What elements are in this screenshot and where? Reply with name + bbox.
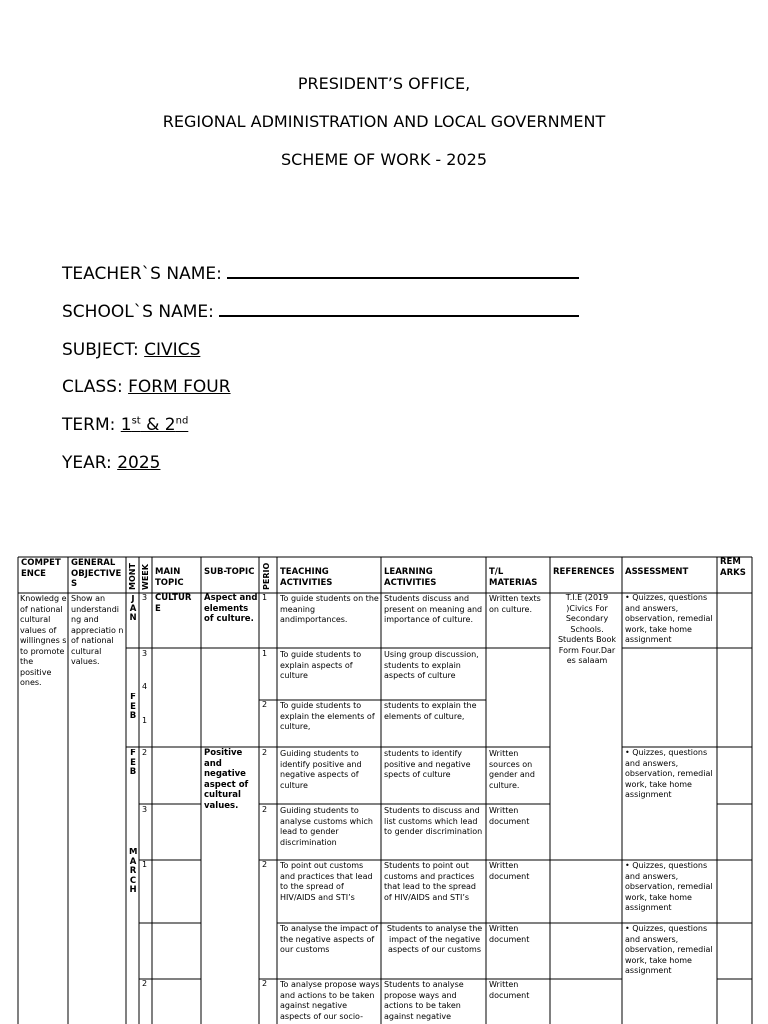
- class-value: FORM FOUR: [128, 377, 231, 397]
- teacher-name-field: [62, 263, 579, 284]
- assessment-cell: • Quizzes, questions and answers, observation, remedial work, take home assignment: [625, 924, 713, 975]
- period-number: 2: [262, 700, 268, 709]
- learning-activity: Students to discuss and list customs which lead to gender discrimination: [384, 806, 483, 836]
- teaching-activity: Guiding students to analyse customs which lead to gender discrimination: [280, 806, 373, 847]
- year-field: [62, 453, 160, 473]
- period-number: 1: [262, 593, 268, 602]
- class-label: CLASS:: [62, 377, 123, 397]
- main-topic-culture: CULTUR E: [155, 593, 192, 614]
- header-office: PRESIDENT’S OFFICE,: [297, 74, 471, 93]
- subject-value: CIVICS: [144, 340, 201, 360]
- header-period: PERIO: [262, 562, 271, 590]
- tl-material: Written document: [489, 806, 530, 826]
- term-field: [62, 415, 226, 435]
- header-general-objectives: GENERAL OBJECTIVE S: [71, 558, 122, 589]
- month-march: M A R C H: [129, 848, 137, 895]
- week-number: 3: [142, 805, 148, 814]
- teacher-name-blank: [227, 263, 579, 279]
- header-remarks: REM ARKS: [720, 557, 746, 578]
- sub-topic-positive-negative: Positive and negative aspect of cultural values.: [204, 748, 249, 811]
- teaching-activity: To point out customs and practices that lead to the spread of HIV/AIDS and STI’s: [280, 861, 373, 902]
- school-name-label: SCHOOL`S NAME:: [62, 302, 214, 322]
- week-number: 1: [142, 716, 148, 725]
- week-number: 2: [142, 748, 148, 757]
- assessment-cell: • Quizzes, questions and answers, observation, remedial work, take home assignment: [625, 748, 713, 799]
- learning-activity: Students discuss and present on meaning and importance of culture.: [384, 594, 483, 624]
- subject-label: SUBJECT:: [62, 340, 139, 360]
- references-cell: T.I.E (2019 )Civics For Secondary Schools. Students Book Form Four.Dar es salaam: [557, 593, 617, 665]
- header-assessment: ASSESSMENT: [625, 567, 689, 577]
- month-feb-2: F E B: [129, 749, 137, 777]
- header-competence: COMPET ENCE: [21, 558, 61, 579]
- teaching-activity: To analyse the impact of the negative aspects of our customs: [280, 924, 378, 954]
- tl-material: Written texts on culture.: [489, 594, 541, 614]
- general-objective-cell: Show an understandi ng and appreciatio n of national cultural values.: [71, 594, 124, 666]
- school-name-blank: [219, 301, 579, 317]
- teaching-activity: To guide students to explain the elements of culture,: [280, 701, 375, 731]
- period-number: 1: [262, 649, 268, 658]
- school-name-field: [62, 301, 579, 322]
- header-sub-topic: SUB-TOPIC: [204, 567, 255, 577]
- week-number: 1: [142, 860, 148, 869]
- period-number: 2: [262, 860, 268, 869]
- period-number: 2: [262, 979, 268, 988]
- week-number: 4: [142, 682, 148, 691]
- header-region: REGIONAL ADMINISTRATION AND LOCAL GOVERNMENT: [162, 112, 606, 131]
- header-month: MONT: [128, 563, 137, 590]
- header-learning-activities: LEARNING ACTIVITIES: [384, 567, 437, 588]
- header-references: REFERENCES: [553, 567, 615, 577]
- learning-activity: Using group discussion, students to explain aspects of culture: [384, 650, 479, 680]
- competence-cell: Knowledg e of national cultural values of willingnes s to promote the positive ones.: [20, 594, 67, 687]
- tl-material: Written sources on gender and culture.: [489, 749, 535, 790]
- tl-material: Written document: [489, 861, 530, 881]
- teaching-activity: To analyse propose ways and actions to be taken against negative aspects of our socio-: [280, 980, 380, 1021]
- period-number: 2: [262, 805, 268, 814]
- tl-material: Written document: [489, 924, 530, 944]
- assessment-cell: • Quizzes, questions and answers, observation, remedial work, take home assignment: [625, 861, 713, 912]
- month-jan: J A N: [129, 595, 137, 623]
- tl-material: Written document: [489, 980, 530, 1000]
- header-main-topic: MAIN TOPIC: [155, 567, 184, 588]
- header-teaching-activities: TEACHING ACTIVITIES: [280, 567, 333, 588]
- assessment-cell: • Quizzes, questions and answers, observation, remedial work, take home assignment: [625, 593, 713, 644]
- learning-activity: students to explain the elements of culture,: [384, 701, 477, 721]
- week-number: 3: [142, 593, 148, 602]
- header-tl-materials: T/L MATERIAS: [489, 567, 538, 588]
- learning-activity: Students to analyse propose ways and actions to be taken against negative: [384, 980, 464, 1021]
- teaching-activity: To guide students to explain aspects of culture: [280, 650, 362, 680]
- class-field: [62, 377, 231, 397]
- year-value: 2025: [117, 453, 161, 473]
- week-number: 2: [142, 979, 148, 988]
- sub-topic-aspects: Aspect and elements of culture.: [204, 593, 258, 624]
- teacher-name-label: TEACHER`S NAME:: [62, 264, 222, 284]
- year-label: YEAR:: [62, 453, 112, 473]
- term-label: TERM:: [62, 415, 116, 435]
- learning-activity: students to identify positive and negative spects of culture: [384, 749, 471, 779]
- week-number: 3: [142, 649, 148, 658]
- learning-activity: Students to analyse the impact of the negative aspects of our customs: [386, 924, 483, 954]
- header-scheme-title: SCHEME OF WORK - 2025: [280, 150, 488, 169]
- teaching-activity: To guide students on the meaning andimportances.: [280, 594, 379, 624]
- period-number: 2: [262, 748, 268, 757]
- teaching-activity: Guiding students to identify positive and negative aspects of culture: [280, 749, 362, 790]
- subject-field: [62, 340, 200, 360]
- month-feb-1: F E B: [129, 693, 137, 721]
- header-week: WEEK: [141, 564, 150, 590]
- learning-activity: Students to point out customs and practices that lead to the spread of HIV/AIDS and STI’s: [384, 861, 476, 902]
- term-value: 1st & 2nd: [120, 415, 189, 435]
